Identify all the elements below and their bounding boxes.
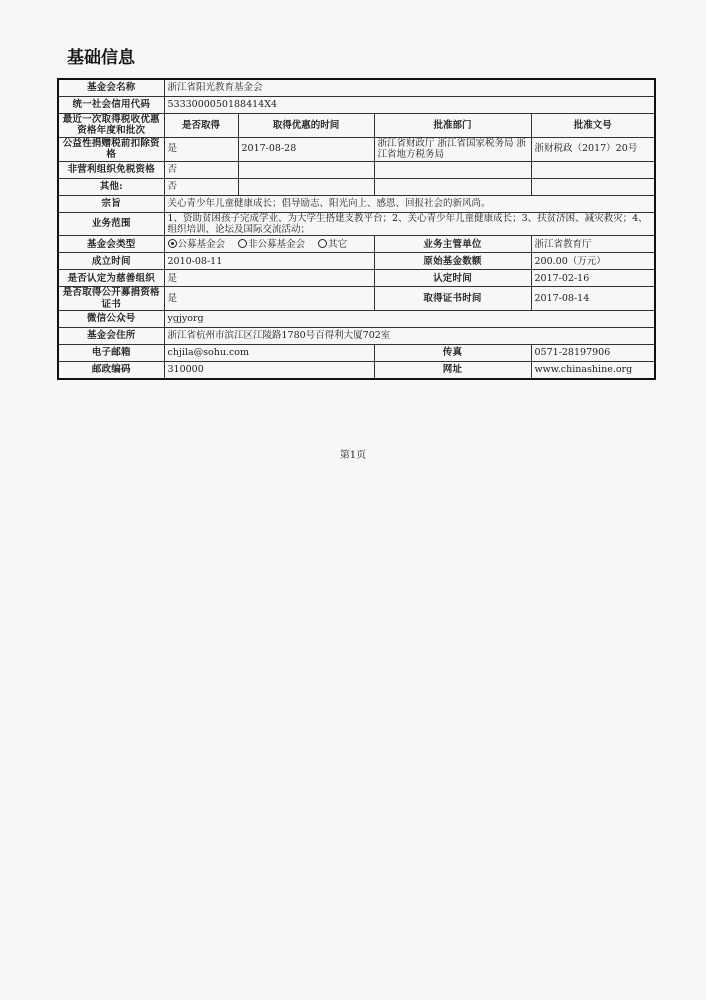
row-nonprofit — [58, 161, 655, 178]
label-email: 电子邮箱 — [58, 345, 164, 362]
label-nonprofit: 非营利组织免税资格 — [58, 161, 164, 178]
label-postcode: 邮政编码 — [58, 362, 164, 380]
row-purpose — [58, 195, 655, 212]
value-scope: 1、资助贫困孩子完成学业、为大学生搭建支教平台；2、关心青少年儿童健康成长；3、扶贫济困、减灾救灾；4、组织培训、论坛及国际交流活动； — [164, 212, 655, 236]
value-established: 2010-08-11 — [164, 253, 374, 270]
value-postcode: 310000 — [164, 362, 374, 380]
value-nonprofit: 否 — [164, 161, 238, 178]
row-postcode — [58, 362, 655, 380]
basic-info-table — [57, 78, 656, 380]
label-authority: 业务主管单位 — [374, 236, 531, 253]
value-charity-time: 2017-02-16 — [531, 270, 655, 287]
row-address — [58, 328, 655, 345]
value-welfare-time: 2017-08-28 — [238, 137, 374, 161]
radio-label: 公募基金会 — [177, 238, 226, 250]
row-wechat — [58, 311, 655, 328]
label-foundation-type: 基金会类型 — [58, 236, 164, 253]
label-public-fundraising: 是否取得公开募捐资格证书 — [58, 287, 164, 311]
row-tax-header — [58, 114, 655, 138]
radio-nonpublic[interactable] — [238, 239, 305, 250]
label-charity: 是否认定为慈善组织 — [58, 270, 164, 287]
header-dept: 批准部门 — [374, 114, 531, 138]
value-charity: 是 — [164, 270, 374, 287]
row-established — [58, 253, 655, 270]
value-public-fundraising: 是 — [164, 287, 374, 311]
label-other: 其他: — [58, 178, 164, 195]
row-credit-code — [58, 97, 655, 114]
value-address: 浙江省杭州市滨江区江陵路1780号百得利大厦702室 — [164, 328, 655, 345]
label-charity-time: 认定时间 — [374, 270, 531, 287]
empty-cell — [238, 161, 374, 178]
radio-public[interactable] — [168, 239, 226, 250]
value-welfare-doc: 浙财税政（2017）20号 — [531, 137, 655, 161]
empty-cell — [531, 161, 655, 178]
radio-unchecked-icon — [238, 239, 247, 248]
foundation-type-radio-group — [164, 236, 374, 253]
empty-cell — [374, 161, 531, 178]
header-doc: 批准文号 — [531, 114, 655, 138]
value-welfare-dept: 浙江省财政厅 浙江省国家税务局 浙江省地方税务局 — [374, 137, 531, 161]
value-wechat: ygjyorg — [164, 311, 655, 328]
value-authority: 浙江省教育厅 — [531, 236, 655, 253]
label-tax-qualification: 最近一次取得税收优惠资格年度和批次 — [58, 114, 164, 138]
value-email: chjila@sohu.com — [164, 345, 374, 362]
radio-label: 其它 — [328, 238, 348, 250]
radio-checked-icon — [168, 239, 177, 248]
row-foundation-type — [58, 236, 655, 253]
label-welfare-deduction: 公益性捐赠税前扣除资格 — [58, 137, 164, 161]
value-website: www.chinashine.org — [531, 362, 655, 380]
label-established: 成立时间 — [58, 253, 164, 270]
row-email — [58, 345, 655, 362]
page-number: 第1页 — [339, 450, 367, 461]
value-fax: 0571-28197906 — [531, 345, 655, 362]
value-foundation-name: 浙江省阳光教育基金会 — [164, 79, 655, 97]
value-other: 否 — [164, 178, 238, 195]
row-foundation-name — [58, 79, 655, 97]
row-scope — [58, 212, 655, 236]
empty-cell — [531, 178, 655, 195]
label-foundation-name: 基金会名称 — [58, 79, 164, 97]
row-welfare-deduction — [58, 137, 655, 161]
radio-label: 非公募基金会 — [248, 238, 306, 250]
label-purpose: 宗旨 — [58, 195, 164, 212]
radio-unchecked-icon — [318, 239, 327, 248]
value-initial-fund: 200.00（万元） — [531, 253, 655, 270]
page-title: 基础信息 — [67, 48, 135, 68]
label-initial-fund: 原始基金数额 — [374, 253, 531, 270]
row-public-fundraising — [58, 287, 655, 311]
label-website: 网址 — [374, 362, 531, 380]
empty-cell — [238, 178, 374, 195]
radio-other[interactable] — [318, 239, 347, 250]
header-obtained: 是否取得 — [164, 114, 238, 138]
row-other — [58, 178, 655, 195]
value-welfare-obtained: 是 — [164, 137, 238, 161]
header-time: 取得优惠的时间 — [238, 114, 374, 138]
label-fax: 传真 — [374, 345, 531, 362]
label-credit-code: 统一社会信用代码 — [58, 97, 164, 114]
value-purpose: 关心青少年儿童健康成长；倡导励志、阳光向上、感恩、回报社会的新风尚。 — [164, 195, 655, 212]
label-address: 基金会住所 — [58, 328, 164, 345]
label-certificate-time: 取得证书时间 — [374, 287, 531, 311]
empty-cell — [374, 178, 531, 195]
label-wechat: 微信公众号 — [58, 311, 164, 328]
row-charity — [58, 270, 655, 287]
value-certificate-time: 2017-08-14 — [531, 287, 655, 311]
value-credit-code: 5333000050188414X4 — [164, 97, 655, 114]
label-scope: 业务范围 — [58, 212, 164, 236]
